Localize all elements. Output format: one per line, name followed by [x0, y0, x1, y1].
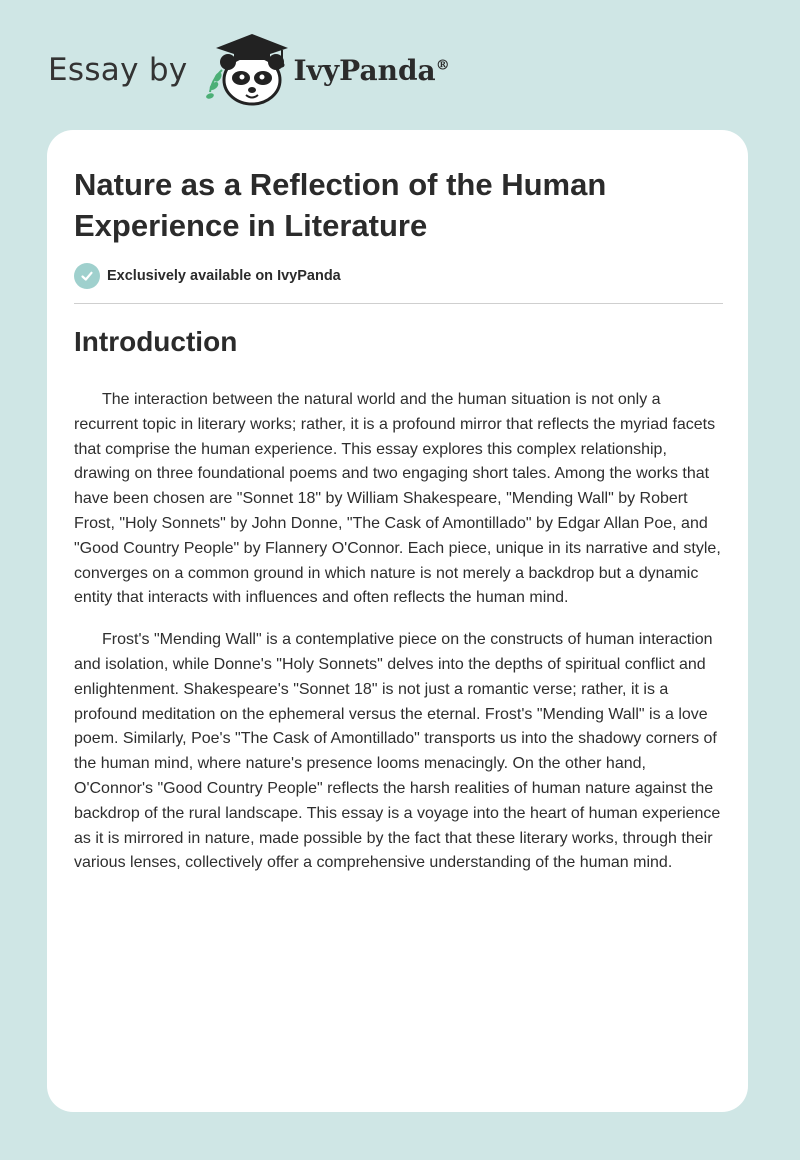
essay-body: [74, 388, 724, 893]
site-header: [48, 30, 548, 110]
panda-logo-icon[interactable]: [202, 30, 292, 110]
paragraph: Frost's "Mending Wall" is a contemplative piece on the constructs of human interaction and isolation, while Donne's "Holy Sonnets" delves into the depths of spiritual conflict and enlightenment. Shakespeare's "Sonnet 18" is not just a romantic verse; rather, it is a profound meditation on the ephemeral versus the eternal. Frost's "Mending Wall" is a love poem. Similarly, Poe's "The Cask of Amontillado" transports us into the shadowy corners of the human mind, where nature's presence looms menacingly. On the other hand, O'Connor's "Good Country People" reflects the harsh realities of human nature against the backdrop of the rural landscape. This essay is a voyage into the heart of human experience as it is mirrored in nature, made possible by the fact that these literary works, through their various lenses, collectively offer a comprehensive understanding of the human mind.: [74, 631, 721, 872]
paragraph: The interaction between the natural world and the human situation is not only a recurrent topic in literary works; rather, it is a profound mirror that reflects the myriad facets that comprise the human experience. This essay explores this complex relationship, drawing on three foundational poems and two engaging short tales. Among the works that have been chosen are "Sonnet 18" by William Shakespeare, "Mending Wall" by Robert Frost, "Holy Sonnets" by John Donne, "The Cask of Amontillado" by Edgar Allan Poe, and "Good Country People" by Flannery O'Connor. Each piece, unique in its narrative and style, converges on a common ground in which nature is not merely a backdrop but a dynamic entity that interacts with influences and often reflects the human mind.: [74, 391, 721, 607]
exclusive-label: Exclusively available on IvyPanda: [107, 268, 341, 284]
exclusive-badge: [74, 263, 341, 289]
check-icon: [74, 263, 100, 289]
brand-name[interactable]: IvyPanda®: [293, 53, 450, 87]
essay-title: Nature as a Reflection of the Human Experience in Literature: [74, 167, 607, 243]
section-heading: Introduction: [74, 326, 238, 357]
divider: [74, 303, 723, 304]
essay-card: [47, 130, 748, 1112]
essay-by-label: Essay by: [48, 52, 188, 88]
